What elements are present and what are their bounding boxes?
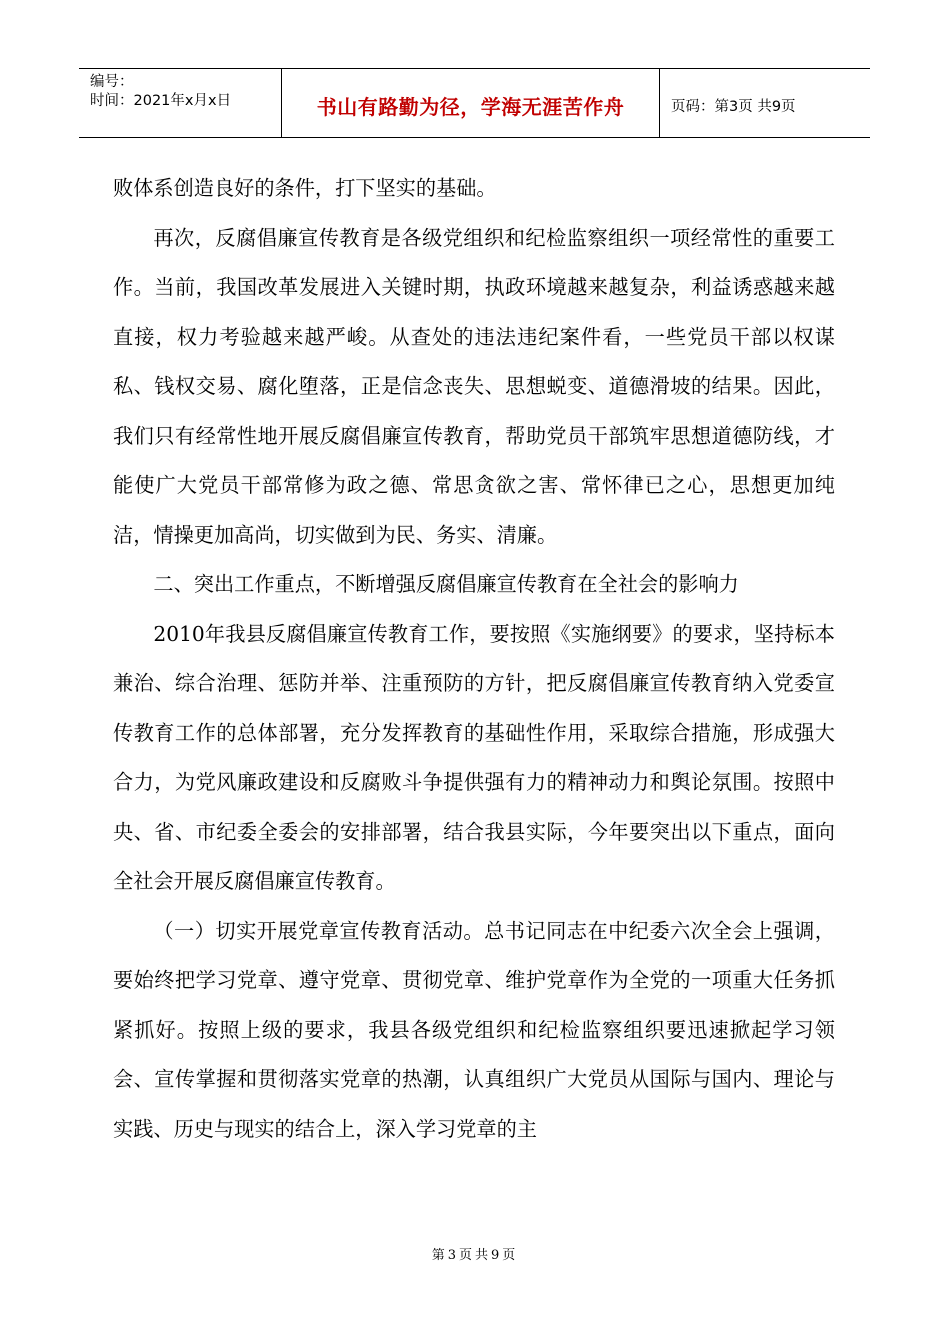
document-body <box>113 164 835 1154</box>
document-date-label: 时间：2021年x月x日 <box>90 93 232 109</box>
document-number-label: 编号： <box>90 74 134 90</box>
paragraph: （一）切实开展党章宣传教育活动。总书记同志在中纪委六次全会上强调，要始终把学习党章、遵守党章、贯彻党章、维护党章作为全党的一项重大任务抓紧抓好。按照上级的要求，我县各级党组织和纪检监察组织要迅速掀起学习领会、宣传掌握和贯彻落实党章的热潮，认真组织广大党员从国际与国内、理论与实践、历史与现实的结合上，深入学习党章的主 <box>113 918 835 1141</box>
header-meta <box>79 69 282 137</box>
page-footer: 第3页共9页 <box>431 1248 519 1263</box>
paragraph: 再次，反腐倡廉宣传教育是各级党组织和纪检监察组织一项经常性的重要工作。当前，我国改革发展进入关键时期，执政环境越来越复杂，利益诱惑越来越直接，权力考验越来越严峻。从查处的违法违纪案件看，一些党员干部以权谋私、钱权交易、腐化堕落，正是信念丧失、思想蜕变、道德滑坡的结果。因此，我们只有经常性地开展反腐倡廉宣传教育，帮助党员干部筑牢思想道德防线，才能使广大党员干部常修为政之德、常思贪欲之害、常怀律已之心，思想更加纯洁，情操更加高尚，切实做到为民、务实、清廉。 <box>113 225 835 547</box>
paragraph: 2010年我县反腐倡廉宣传教育工作，要按照《实施纲要》的要求，坚持标本兼治、综合治理、惩防并举、注重预防的方针，把反腐倡廉宣传教育纳入党委宣传教育工作的总体部署，充分发挥教育的基础性作用，采取综合措施，形成强大合力，为党风廉政建设和反腐败斗争提供强有力的精神动力和舆论氛围。按照中央、省、市纪委全委会的安排部署，结合我县实际，今年要突出以下重点，面向全社会开展反腐倡廉宣传教育。 <box>113 621 835 893</box>
section-heading: 二、突出工作重点，不断增强反腐倡廉宣传教育在全社会的影响力 <box>153 572 739 596</box>
page-header <box>79 68 870 138</box>
header-page-label: 页码：第3页 共9页 <box>671 98 796 115</box>
paragraph-continuation: 败体系创造良好的条件，打下坚实的基础。 <box>113 176 497 200</box>
header-motto: 书山有路勤为径，学海无涯苦作舟 <box>282 69 660 137</box>
